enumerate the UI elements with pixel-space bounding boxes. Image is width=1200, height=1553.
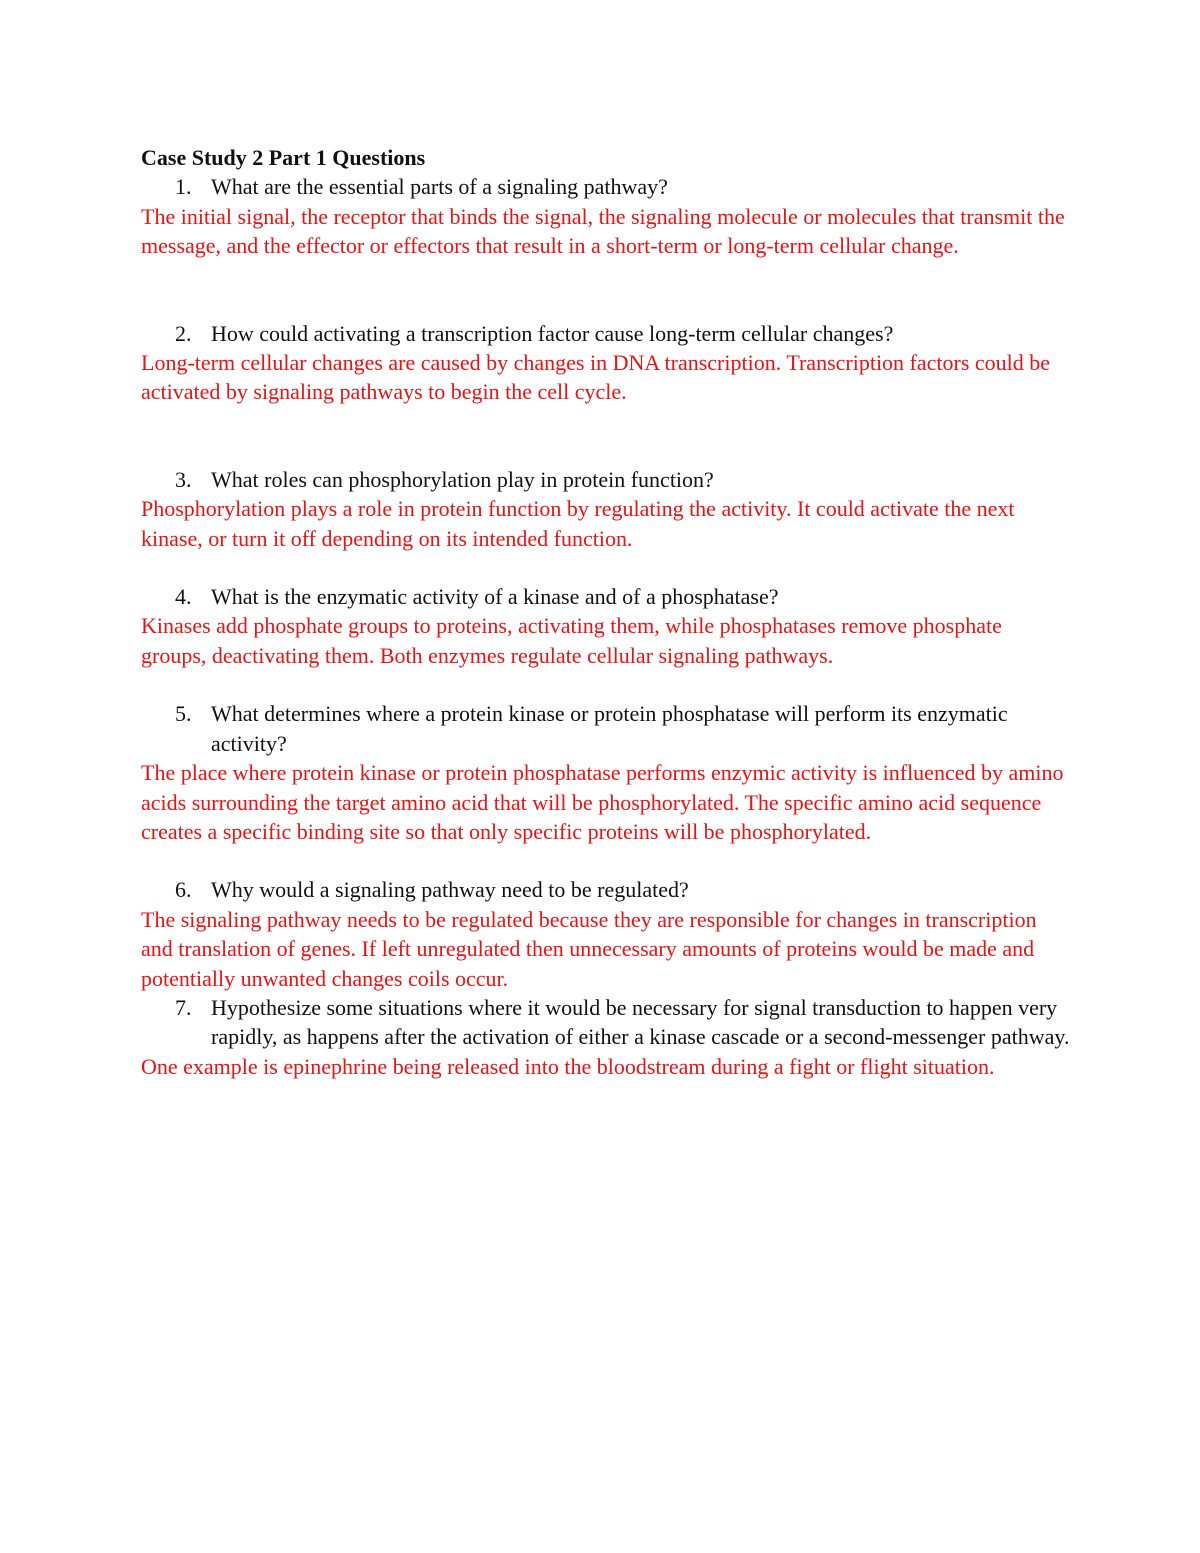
answer-4: Kinases add phosphate groups to proteins, activating them, while phosphatases remove phosphate groups, deactivating them. Both enzymes regulate cellular signaling pathways.	[141, 613, 1002, 668]
qa-item-7	[141, 993, 1071, 1081]
answer-1: The initial signal, the receptor that binds the signal, the signaling molecule or molecules that transmit the message, and the effector or effectors that result in a short-term or long-term cellular change.	[141, 203, 1065, 259]
question-number: 4.	[175, 584, 192, 610]
question-6	[141, 875, 1071, 904]
question-text: What determines where a protein kinase or protein phosphatase will perform its enzymatic activity?	[211, 701, 1008, 756]
question-1	[141, 172, 1071, 201]
qa-item-5	[141, 699, 1071, 846]
spacer	[141, 407, 1071, 465]
spacer	[141, 553, 1071, 582]
question-text: What are the essential parts of a signaling pathway?	[211, 174, 668, 200]
answer-6: The signaling pathway needs to be regulated because they are responsible for changes in transcription and translation of genes. If left unregulated then unnecessary amounts of proteins would be made and potentially unwanted changes coils occur.	[141, 906, 1037, 991]
spacer	[141, 670, 1071, 699]
document-content	[141, 143, 1071, 1081]
spacer	[141, 846, 1071, 875]
answer-5: The place where protein kinase or protein phosphatase performs enzymic activity is influenced by amino acids surrounding the target amino acid that will be phosphorylated. The specific amino acid sequence creates a specific binding site so that only specific proteins will be phosphorylated.	[141, 760, 1064, 844]
question-number: 7.	[175, 994, 192, 1020]
question-text: Why would a signaling pathway need to be regulated?	[211, 877, 689, 903]
question-text: Hypothesize some situations where it would be necessary for signal transduction to happen very rapidly, as happens after the activation of either a kinase cascade or a second-messenger pathway.	[211, 994, 1070, 1050]
qa-item-4	[141, 582, 1071, 670]
qa-item-6	[141, 875, 1071, 993]
question-5	[141, 699, 1071, 758]
qa-item-3	[141, 465, 1071, 553]
question-7	[141, 993, 1071, 1052]
question-2	[141, 319, 1071, 348]
question-text: What is the enzymatic activity of a kinase and of a phosphatase?	[211, 584, 779, 610]
question-3	[141, 465, 1071, 494]
spacer	[141, 261, 1071, 319]
answer-3: Phosphorylation plays a role in protein function by regulating the activity. It could activate the next kinase, or turn it off depending on its intended function.	[141, 496, 1015, 551]
question-number: 1.	[175, 174, 192, 200]
question-text: How could activating a transcription factor cause long-term cellular changes?	[211, 320, 894, 346]
question-text: What roles can phosphorylation play in protein function?	[211, 466, 714, 492]
question-number: 6.	[175, 877, 192, 903]
document-title: Case Study 2 Part 1 Questions	[141, 145, 426, 170]
question-number: 5.	[175, 701, 192, 727]
answer-7: One example is epinephrine being released into the bloodstream during a fight or flight situation.	[141, 1053, 995, 1079]
question-number: 2.	[175, 320, 192, 346]
answer-2: Long-term cellular changes are caused by changes in DNA transcription. Transcription factors could be activated by signaling pathways to begin the cell cycle.	[141, 350, 1051, 405]
question-number: 3.	[175, 466, 192, 492]
qa-item-2	[141, 319, 1071, 407]
qa-item-1	[141, 172, 1071, 260]
question-4	[141, 582, 1071, 611]
